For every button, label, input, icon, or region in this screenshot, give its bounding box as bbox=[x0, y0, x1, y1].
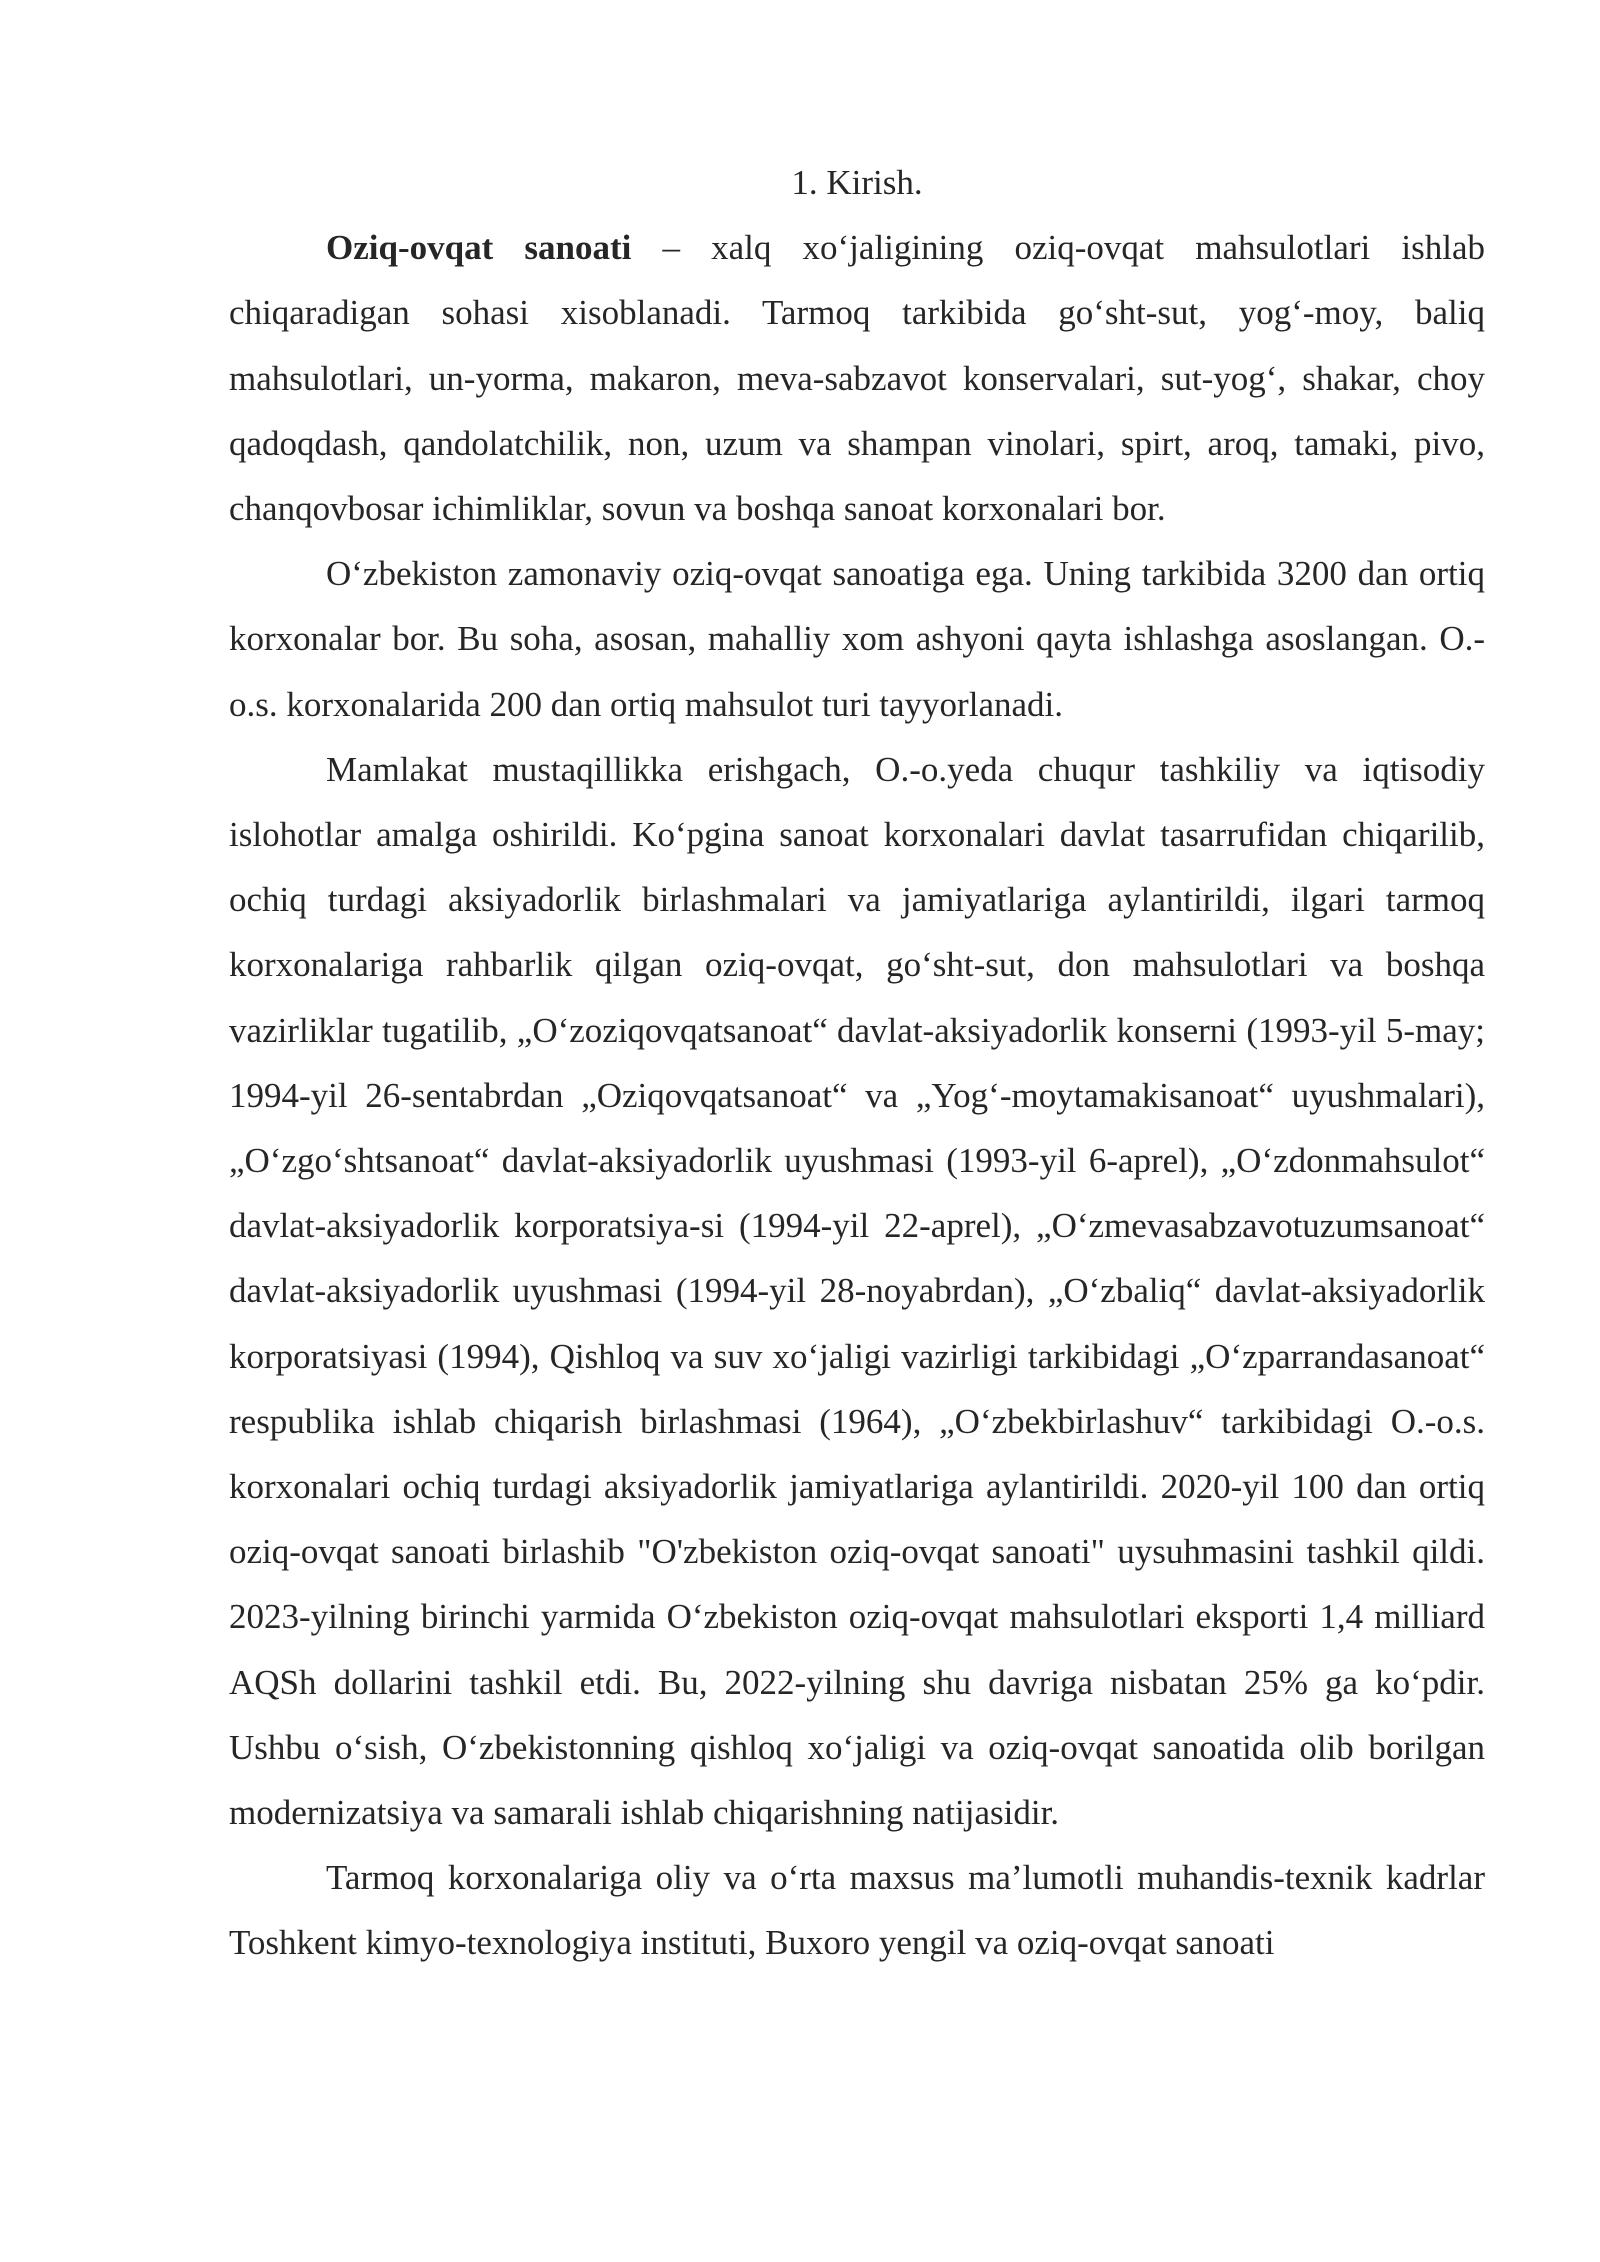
document-body bbox=[229, 150, 1485, 1976]
section-heading: 1. Kirish. bbox=[791, 163, 923, 202]
paragraph-1-text: – xalq xo‘jaligining oziq-ovqat mahsulotlari ishlab chiqaradigan sohasi xisoblanadi. Tarmoq tarkibida go‘sht-sut, yog‘-moy, baliq mahsulotlari, un-yorma, makaron, meva-sabzavot konservalari, sut-yog‘, shakar, choy qadoqdash, qandolatchilik, non, uzum va shampan vinolari, spirt, aroq, tamaki, pivo, chanqovbosar ichimliklar, sovun va boshqa sanoat korxonalari bor. bbox=[229, 228, 1485, 529]
paragraph-3: Mamlakat mustaqillikka erishgach, O.-o.yeda chuqur tashkiliy va iqtisodiy islohotlar amalga oshirildi. Ko‘pgina sanoat korxonalari davlat tasarrufidan chiqarilib, ochiq turdagi aksiyadorlik birlashmalari va jamiyatlariga aylantirildi, ilgari tarmoq korxonalariga rahbarlik qilgan oziq-ovqat, go‘sht-sut, don mahsulotlari va boshqa vazirliklar tugatilib, „O‘zoziqovqatsanoat“ davlat-aksiyadorlik konserni (1993-yil 5-may; 1994-yil 26-sentabrdan „Oziqovqatsanoat“ va „Yog‘-moytamakisanoat“ uyushmalari), „O‘zgo‘shtsanoat“ davlat-aksiyadorlik uyushmasi (1993-yil 6-aprel), „O‘zdonmahsulot“ davlat-aksiyadorlik korporatsiya-si (1994-yil 22-aprel), „O‘zmevasabzavotuzumsanoat“ davlat-aksiyadorlik uyushmasi (1994-yil 28-noyabrdan), „O‘zbaliq“ davlat-aksiyadorlik korporatsiyasi (1994), Qishloq va suv xo‘jaligi vazirligi tarkibidagi „O‘zparrandasanoat“ respublika ishlab chiqarish birlashmasi (1964), „O‘zbekbirlashuv“ tarkibidagi O.-o.s. korxonalari ochiq turdagi aksiyadorlik jamiyatlariga aylantirildi. 2020-yil 100 dan ortiq oziq-ovqat sanoati birlashib "O'zbekiston oziq-ovqat sanoati" uysuhmasini tashkil qildi. 2023-yilning birinchi yarmida O‘zbekiston oziq-ovqat mahsulotlari eksporti 1,4 milliard AQSh dollarini tashkil etdi. Bu, 2022-yilning shu davriga nisbatan 25% ga ko‘pdir. Ushbu o‘sish, O‘zbekistonning qishloq xo‘jaligi va oziq-ovqat sanoatida olib borilgan modernizatsiya va samarali ishlab chiqarishning natijasidir. bbox=[229, 749, 1485, 1833]
bold-term: Oziq-ovqat sanoati bbox=[326, 228, 632, 268]
paragraph-2: O‘zbekiston zamonaviy oziq-ovqat sanoatiga ega. Uning tarkibida 3200 dan ortiq korxonalar bor. Bu soha, asosan, mahalliy xom ashyoni qayta ishlashga asoslangan. O.-o.s. korxonalarida 200 dan ortiq mahsulot turi tayyorlanadi. bbox=[229, 554, 1485, 724]
paragraph-1 bbox=[229, 215, 1485, 541]
paragraph-4: Tarmoq korxonalariga oliy va o‘rta maxsus ma’lumotli muhandis-texnik kadrlar Toshkent kimyo-texnologiya instituti, Buxoro yengil va oziq-ovqat sanoati bbox=[229, 1858, 1485, 1963]
